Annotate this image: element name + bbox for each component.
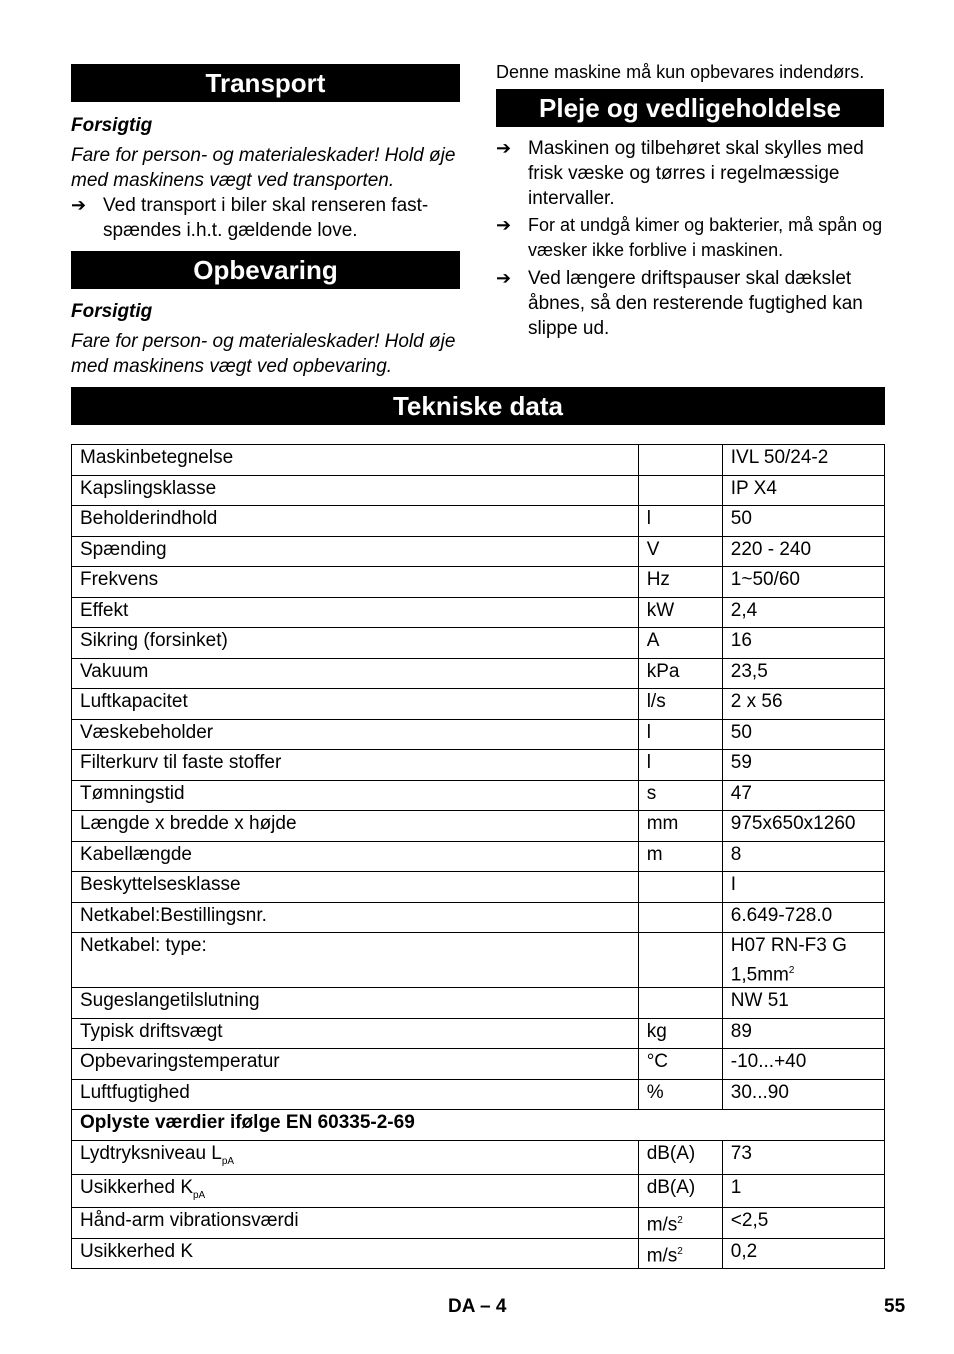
spec-value: <2,5 bbox=[722, 1208, 884, 1239]
spec-name: Netkabel:Bestillingsnr. bbox=[72, 902, 639, 933]
spec-name: Væskebeholder bbox=[72, 719, 639, 750]
table-row bbox=[72, 988, 885, 1019]
spec-name: Opbevaringstemperatur bbox=[72, 1049, 639, 1080]
spec-value: 50 bbox=[722, 719, 884, 750]
spec-value: -10...+40 bbox=[722, 1049, 884, 1080]
spec-value: 8 bbox=[722, 841, 884, 872]
spec-name: Luftkapacitet bbox=[72, 689, 639, 720]
spec-name: Sugeslangetilslutning bbox=[72, 988, 639, 1019]
spec-name: Beskyttelsesklasse bbox=[72, 872, 639, 903]
table-row bbox=[72, 902, 885, 933]
table-row bbox=[72, 1079, 885, 1110]
spec-name: Luftfugtighed bbox=[72, 1079, 639, 1110]
spec-value: I bbox=[722, 872, 884, 903]
spec-value: IVL 50/24-2 bbox=[722, 445, 884, 476]
table-row bbox=[72, 1018, 885, 1049]
table-row bbox=[72, 536, 885, 567]
spec-value: 975x650x1260 bbox=[722, 811, 884, 842]
spec-name: Filterkurv til faste stoffer bbox=[72, 750, 639, 781]
spec-unit: l bbox=[638, 506, 722, 537]
spec-unit bbox=[638, 475, 722, 506]
spec-value: 30...90 bbox=[722, 1079, 884, 1110]
table-row bbox=[72, 628, 885, 659]
footer-language-page: DA – 4 bbox=[448, 1296, 507, 1317]
spec-name: Maskinbetegnelse bbox=[72, 445, 639, 476]
care-heading: Pleje og vedligeholdelse bbox=[496, 89, 884, 127]
storage-caution-text: Fare for person- og materialeskader! Hold øje med maskinens vægt ved opbevaring. bbox=[71, 331, 456, 377]
spec-name: Frekvens bbox=[72, 567, 639, 598]
spec-name: Effekt bbox=[72, 597, 639, 628]
table-row bbox=[72, 811, 885, 842]
spec-name: Længde x bredde x højde bbox=[72, 811, 639, 842]
table-row bbox=[72, 475, 885, 506]
care-bullet-1 bbox=[496, 136, 886, 211]
transport-heading: Transport bbox=[71, 64, 460, 102]
spec-name: Typisk driftsvægt bbox=[72, 1018, 639, 1049]
spec-value: 59 bbox=[722, 750, 884, 781]
care-bullet-2 bbox=[496, 213, 886, 263]
table-row bbox=[72, 689, 885, 720]
table-row bbox=[72, 567, 885, 598]
spec-unit: kW bbox=[638, 597, 722, 628]
spec-name: Beholderindhold bbox=[72, 506, 639, 537]
table-row bbox=[72, 1049, 885, 1080]
spec-unit: dB(A) bbox=[638, 1174, 722, 1208]
table-row bbox=[72, 1174, 885, 1208]
spec-name: Kapslingsklasse bbox=[72, 475, 639, 506]
spec-unit: dB(A) bbox=[638, 1140, 722, 1174]
spec-name: Usikkerhed $K_{pA}$ bbox=[72, 1174, 639, 1208]
care-bullet-text: Maskinen og tilbehøret skal skylles med frisk væske og tørres i regelmæssige intervaller. bbox=[528, 138, 864, 209]
table-row bbox=[72, 841, 885, 872]
spec-value: 23,5 bbox=[722, 658, 884, 689]
spec-value: 0,2 bbox=[722, 1238, 884, 1269]
care-bullet-text: Ved længere driftspauser skal dækslet åbnes, så den resterende fugtighed kan slippe ud. bbox=[528, 268, 863, 339]
table-row bbox=[72, 1140, 885, 1174]
footer-page-number: 55 bbox=[884, 1296, 906, 1317]
spec-unit bbox=[638, 872, 722, 903]
table-row bbox=[72, 1110, 885, 1141]
spec-unit bbox=[638, 902, 722, 933]
spec-value: 47 bbox=[722, 780, 884, 811]
spec-name: Sikring (forsinket) bbox=[72, 628, 639, 659]
spec-unit bbox=[638, 933, 722, 988]
spec-unit bbox=[638, 988, 722, 1019]
table-row bbox=[72, 780, 885, 811]
storage-caution-title: Forsigtig bbox=[71, 301, 153, 322]
spec-unit: s bbox=[638, 780, 722, 811]
spec-value: 89 bbox=[722, 1018, 884, 1049]
spec-unit: m bbox=[638, 841, 722, 872]
spec-value: IP X4 bbox=[722, 475, 884, 506]
spec-unit: kg bbox=[638, 1018, 722, 1049]
table-row bbox=[72, 658, 885, 689]
table-row bbox=[72, 872, 885, 903]
spec-name: Vakuum bbox=[72, 658, 639, 689]
spec-unit bbox=[638, 445, 722, 476]
spec-value: 50 bbox=[722, 506, 884, 537]
spec-value: NW 51 bbox=[722, 988, 884, 1019]
tech-table bbox=[71, 444, 885, 1269]
spec-name: Spænding bbox=[72, 536, 639, 567]
spec-value: 1 bbox=[722, 1174, 884, 1208]
declared-values-header: Oplyste værdier ifølge EN 60335-2-69 bbox=[72, 1110, 885, 1141]
arrow-right-icon: ➔ bbox=[71, 195, 87, 215]
table-row bbox=[72, 597, 885, 628]
transport-bullet-text: Ved transport i biler skal renseren fast-spændes i.h.t. gældende love. bbox=[103, 195, 429, 241]
spec-unit: l bbox=[638, 719, 722, 750]
spec-name: Tømningstid bbox=[72, 780, 639, 811]
spec-value: 73 bbox=[722, 1140, 884, 1174]
spec-value: 220 - 240 bbox=[722, 536, 884, 567]
care-bullet-text: For at undgå kimer og bakterier, må spån og væsker ikke forblive i maskinen. bbox=[528, 215, 883, 260]
table-row bbox=[72, 445, 885, 476]
spec-unit: $m/s^2$ bbox=[638, 1208, 722, 1239]
transport-caution-text: Fare for person- og materialeskader! Hold øje med maskinens vægt ved transporten. bbox=[71, 145, 456, 191]
spec-unit: V bbox=[638, 536, 722, 567]
spec-name: Lydtryksniveau $L_{pA}$ bbox=[72, 1140, 639, 1174]
transport-caution-title: Forsigtig bbox=[71, 115, 153, 136]
spec-value: 2 x 56 bbox=[722, 689, 884, 720]
table-row bbox=[72, 933, 885, 988]
arrow-right-icon: ➔ bbox=[496, 138, 512, 158]
spec-unit: A bbox=[638, 628, 722, 659]
indoor-note: Denne maskine må kun opbevares indendørs. bbox=[496, 62, 865, 82]
spec-value: 6.649-728.0 bbox=[722, 902, 884, 933]
spec-unit: °C bbox=[638, 1049, 722, 1080]
arrow-right-icon: ➔ bbox=[496, 215, 512, 235]
spec-unit: kPa bbox=[638, 658, 722, 689]
table-row bbox=[72, 1238, 885, 1269]
spec-name: Usikkerhed K bbox=[72, 1238, 639, 1269]
table-row bbox=[72, 719, 885, 750]
table-row bbox=[72, 750, 885, 781]
spec-unit: % bbox=[638, 1079, 722, 1110]
spec-unit: l bbox=[638, 750, 722, 781]
transport-bullet bbox=[71, 193, 461, 243]
spec-name: Kabellængde bbox=[72, 841, 639, 872]
spec-name: Netkabel: type: bbox=[72, 933, 639, 988]
spec-value: 16 bbox=[722, 628, 884, 659]
spec-unit: Hz bbox=[638, 567, 722, 598]
spec-value: H07 RN-F3 G $1,5mm^2$ bbox=[722, 933, 884, 988]
spec-unit: $m/s^2$ bbox=[638, 1238, 722, 1269]
spec-unit: l/s bbox=[638, 689, 722, 720]
table-row bbox=[72, 506, 885, 537]
tech-heading: Tekniske data bbox=[71, 387, 885, 425]
table-row bbox=[72, 1208, 885, 1239]
spec-name: Hånd-arm vibrationsværdi bbox=[72, 1208, 639, 1239]
storage-heading: Opbevaring bbox=[71, 251, 460, 289]
care-bullet-3 bbox=[496, 266, 886, 341]
arrow-right-icon: ➔ bbox=[496, 268, 512, 288]
spec-value: 2,4 bbox=[722, 597, 884, 628]
spec-unit: mm bbox=[638, 811, 722, 842]
spec-value: 1~50/60 bbox=[722, 567, 884, 598]
